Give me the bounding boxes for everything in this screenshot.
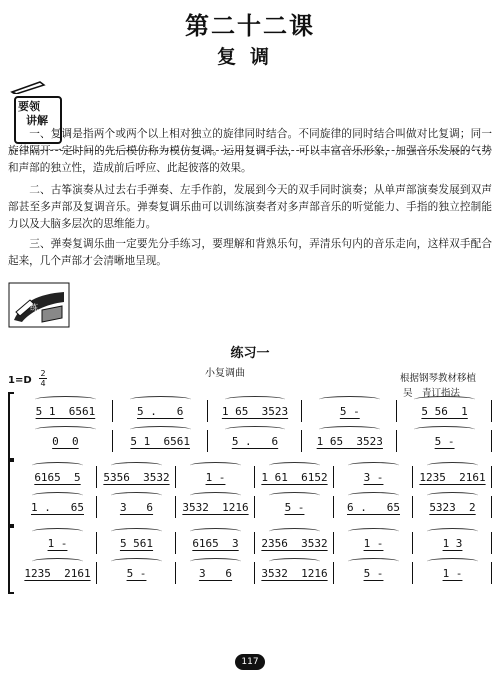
measure: 3 - <box>363 470 384 484</box>
measure: 5 561 <box>119 536 154 550</box>
slur <box>130 396 191 403</box>
measure: 1 3 <box>442 536 463 550</box>
score-system <box>8 458 492 524</box>
measure: 5 - <box>434 434 455 448</box>
slur <box>225 396 286 403</box>
barline <box>491 400 492 422</box>
system-bracket <box>8 524 14 594</box>
slur <box>111 462 162 469</box>
badge-line-2: 讲解 <box>26 114 48 127</box>
measure: 1235 2161 <box>24 566 91 580</box>
upper-staff <box>18 466 492 488</box>
measure: 1 - <box>363 536 384 550</box>
measure: 5 - <box>339 404 360 418</box>
lesson-title: 第二十二课 <box>185 11 315 40</box>
measure: 0 0 <box>52 434 79 448</box>
measure: 6 . 65 <box>347 500 400 514</box>
practice-illustration-icon <box>8 282 70 328</box>
measure: 5 - <box>284 500 305 514</box>
measure: 5 . 6 <box>137 404 184 418</box>
measure: 6165 5 <box>34 470 81 484</box>
score-system <box>8 392 492 458</box>
page-number: 117 <box>235 654 265 670</box>
measure: 1235 2161 <box>419 470 486 484</box>
slur <box>427 462 478 469</box>
barline <box>491 562 492 584</box>
lower-staff <box>18 430 492 452</box>
score-system <box>8 524 492 590</box>
slur <box>319 396 380 403</box>
measure: 5 1 6561 <box>130 434 190 448</box>
measure: 1 61 6152 <box>261 470 328 484</box>
slur <box>269 528 320 535</box>
measure: 3 6 <box>119 500 154 514</box>
paragraph-3: 三、弹奏复调乐曲一定要先分手练习，要理解和背熟乐句，弄清乐句内的音乐走向，这样双手配合起来，几个声部才会清晰地呈现。 <box>8 238 492 267</box>
slur <box>32 528 83 535</box>
slur <box>427 558 478 565</box>
lower-staff <box>18 496 492 518</box>
exercise-title: 练习一 <box>230 346 270 361</box>
slur <box>414 426 475 433</box>
slur <box>32 558 83 565</box>
system-bracket <box>8 392 14 462</box>
barline <box>491 430 492 452</box>
measure: 5 1 6561 <box>35 404 96 418</box>
slur <box>190 558 241 565</box>
measure: 3532 1216 <box>182 500 249 514</box>
measure: 5323 2 <box>429 500 476 514</box>
slur <box>111 492 162 499</box>
measure: 1 - <box>442 566 463 580</box>
slur <box>32 492 83 499</box>
slur <box>414 396 475 403</box>
slur <box>348 558 399 565</box>
measure: 1 65 3523 <box>316 434 383 448</box>
pen-icon <box>10 80 46 94</box>
svg-text:练: 练 <box>30 303 38 312</box>
slur <box>319 426 380 433</box>
slur <box>190 528 241 535</box>
barline <box>491 466 492 488</box>
measure: 1 65 3523 <box>221 404 289 418</box>
measure: 5 - <box>363 566 384 580</box>
badge-label <box>18 100 48 128</box>
barline <box>491 532 492 554</box>
paragraph-1: 一、复调是指两个或两个以上相对独立的旋律同时结合。不同旋律的同时结合叫做对比复调；同一旋律隔开一定时间的先后模仿称为模仿复调。运用复调手法，可以丰富音乐形象，加强音乐发展的气势和声部的独立性，造成前后呼应、此起彼落的效果。 <box>8 128 492 174</box>
slur <box>111 528 162 535</box>
slur <box>130 426 191 433</box>
slur <box>225 426 286 433</box>
fingering-credit: 吴 青订指法 <box>402 388 460 399</box>
meter-top: 2 <box>40 369 46 378</box>
measure: 1 . 65 <box>31 500 84 514</box>
slur <box>269 462 320 469</box>
upper-staff <box>18 400 492 422</box>
measure: 5 - <box>126 566 147 580</box>
meter-bottom: 4 <box>40 379 46 388</box>
slur <box>348 462 399 469</box>
slur <box>427 492 478 499</box>
slur <box>111 558 162 565</box>
slur <box>348 492 399 499</box>
piece-title: 小复调曲 <box>205 368 245 379</box>
measure: 1 - <box>47 536 68 550</box>
paragraph-2: 二、古筝演奏从过去右手弹奏、左手作韵，发展到今天的双手同时演奏；从单声部演奏发展到双声部甚至多声部及复调音乐。弹奏复调乐曲可以训练演奏者对多声部音乐的听觉能力、手指的独立控制能力以及大脑多层次的思维能力。 <box>8 184 492 230</box>
measure: 5 . 6 <box>231 434 279 448</box>
slur <box>269 558 320 565</box>
measure: 5 56 1 <box>421 404 468 418</box>
slur <box>269 492 320 499</box>
slur <box>35 426 96 433</box>
slur <box>35 396 96 403</box>
measure: 1 - <box>205 470 226 484</box>
slur <box>348 528 399 535</box>
slur <box>427 528 478 535</box>
measure: 2356 3532 <box>261 536 328 550</box>
slur <box>190 492 241 499</box>
lower-staff <box>18 562 492 584</box>
measure: 3 6 <box>198 566 233 580</box>
barline <box>491 496 492 518</box>
measure: 6165 3 <box>192 536 239 550</box>
key-signature: 1=D <box>8 375 32 386</box>
arrangement-credit: 根据钢琴教材移植 <box>399 373 476 384</box>
measure: 3532 1216 <box>261 566 328 580</box>
measure: 5356 3532 <box>103 470 170 484</box>
slur <box>32 462 83 469</box>
slur <box>190 462 241 469</box>
badge-line-1: 要领 <box>18 100 40 113</box>
upper-staff <box>18 532 492 554</box>
time-signature <box>39 369 47 388</box>
system-bracket <box>8 458 14 528</box>
lesson-subtitle: 复调 <box>216 46 283 68</box>
